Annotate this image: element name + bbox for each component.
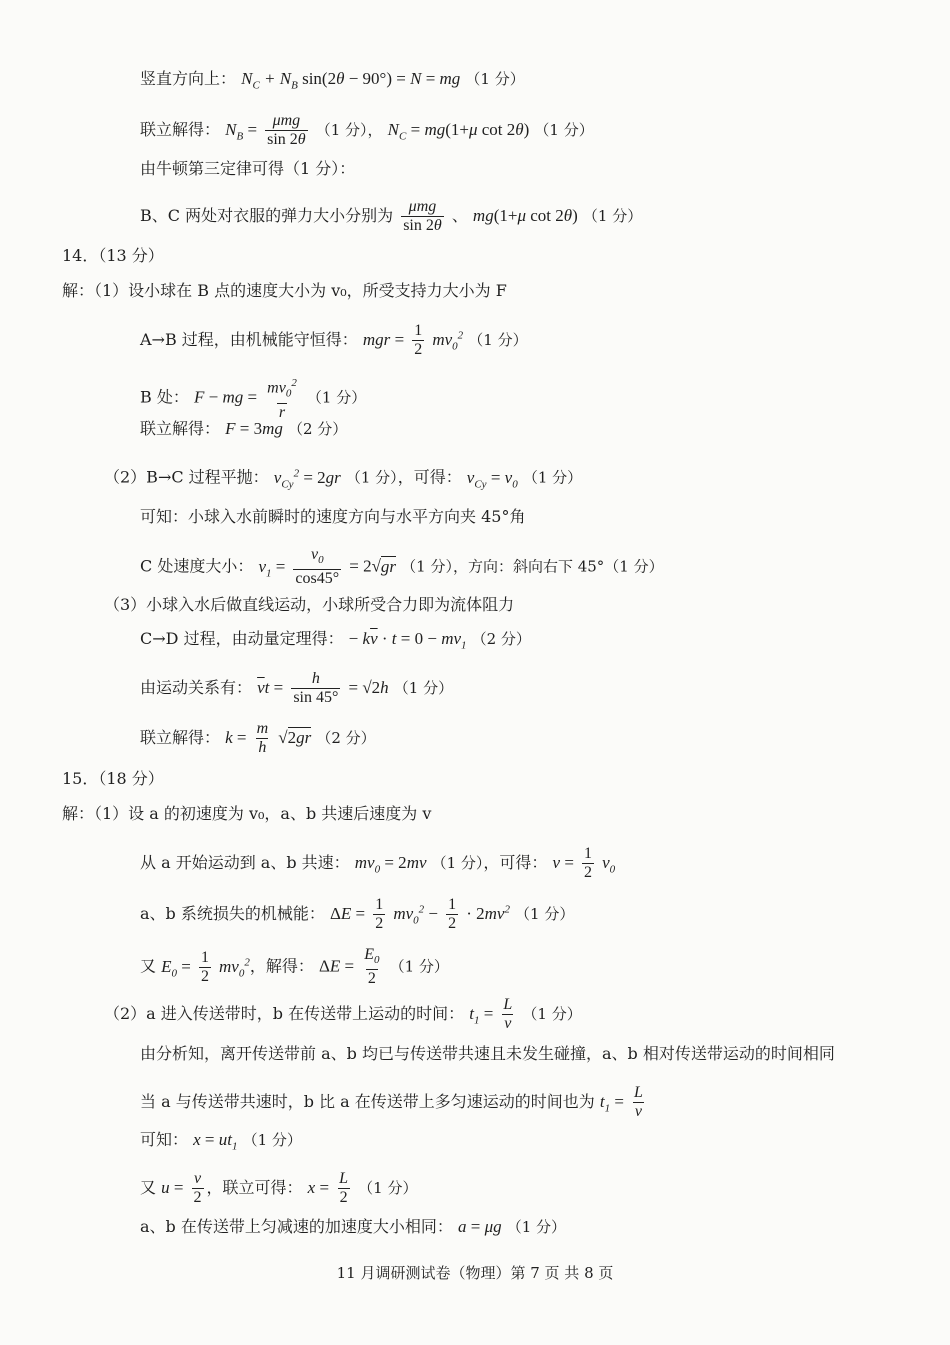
equation-line: 联立解得： F = 3mg （2 分） xyxy=(140,419,348,438)
equation-line: 联立解得： $N_B$ = $\frac{\text{μmg}}{\sin 2\theta}$ （1 分）， $N_C = mg(1+\mu$ cot 2θ) （1 分） xyxy=(140,112,594,148)
equation-line: a、b 在传送带上匀减速的加速度大小相同： a = μg （1 分） xyxy=(140,1217,567,1236)
equation-line: （2）a 进入传送带时，b 在传送带上运动的时间： $t_1$ = $\frac{L}{v}$ （1 分） xyxy=(104,996,582,1032)
equation-line: 联立解得： k = $\frac{m}{h}$ √2gr （2 分） xyxy=(140,720,376,756)
equation-line: B、C 两处对衣服的弹力大小分别为 $\frac{\text{μmg}}{\sin 2\theta}$ 、 mg(1+μ cot 2θ) （1 分） xyxy=(140,198,643,234)
text-line: 由分析知，离开传送带前 a、b 均已与传送带共速且未发生碰撞，a、b 相对传送带运动的时间相同 xyxy=(140,1044,835,1063)
equation-line: 竖直方向上： $N_C + N_B$ sin(2θ − 90°) = N = mg （1 分） xyxy=(140,69,525,92)
equation-line: 又 u = $\frac{v}{2}$ ，联立可得： x = $\frac{L}{2}$ （1 分） xyxy=(140,1170,418,1206)
text-line: 由牛顿第三定律可得（1 分）： xyxy=(140,159,356,178)
question-header: 15．（18 分） xyxy=(62,769,164,788)
equation-line: 从 a 开始运动到 a、b 共速： $mv_0 = 2mv$ （1 分），可得： v = $\frac{1}{2}$ $v_0$ xyxy=(140,845,616,881)
equation-line: C→D 过程，由动量定理得： − $k\overline{v} \cdot t = 0 - mv_1$ （2 分） xyxy=(140,629,531,652)
equation-line: C 处速度大小： $v_1$ = $\frac{v_0}{\cos 45^\circ}$ = 2√gr （1 分），方向：斜向右下 45°（1 分） xyxy=(140,546,664,588)
equation-line: a、b 系统损失的机械能： ΔE = $\frac{1}{2}$ $mv_0^2$ − $\frac{1}{2}$ · $2mv^2$ （1 分） xyxy=(140,896,575,932)
equation-line: 又 $E_0$ = $\frac{1}{2}$ $mv_0^2$，解得： ΔE = $\frac{E_0}{2}$ （1 分） xyxy=(140,946,449,988)
equation-line: 由运动关系有： $\overline{v}t$ = $\frac{h}{\sin 45^\circ}$ = √2h （1 分） xyxy=(140,670,454,706)
equation-line: A→B 过程，由机械能守恒得： mgr = $\frac{1}{2}$ $mv_0^2$ （1 分） xyxy=(140,322,528,358)
page-footer: 11 月调研测试卷（物理）第 7 页 共 8 页 xyxy=(336,1264,614,1282)
equation-line: 可知： $x = ut_1$ （1 分） xyxy=(140,1130,302,1153)
solution-line: 解：（1）设 a 的初速度为 v₀，a、b 共速后速度为 v xyxy=(62,804,432,823)
question-header: 14．（13 分） xyxy=(62,246,164,265)
text-line: 可知：小球入水前瞬时的速度方向与水平方向夹 45°角 xyxy=(140,507,526,526)
equation-line: （2）B→C 过程平抛： $v_{Cy}^2 = 2gr$ （1 分），可得： $v_{Cy} = v_0$ （1 分） xyxy=(104,467,583,491)
solution-line: 解：（1）设小球在 B 点的速度大小为 v₀，所受支持力大小为 F xyxy=(62,281,507,300)
text-line: （3）小球入水后做直线运动，小球所受合力即为流体阻力 xyxy=(104,595,515,614)
equation-line: 当 a 与传送带共速时，b 比 a 在传送带上多匀速运动的时间也为 $t_1$ = $\frac{L}{v}$ xyxy=(140,1084,643,1120)
equation-line: B 处： F − mg = $\frac{mv_0^2}{r}$ （1 分） xyxy=(140,377,367,421)
